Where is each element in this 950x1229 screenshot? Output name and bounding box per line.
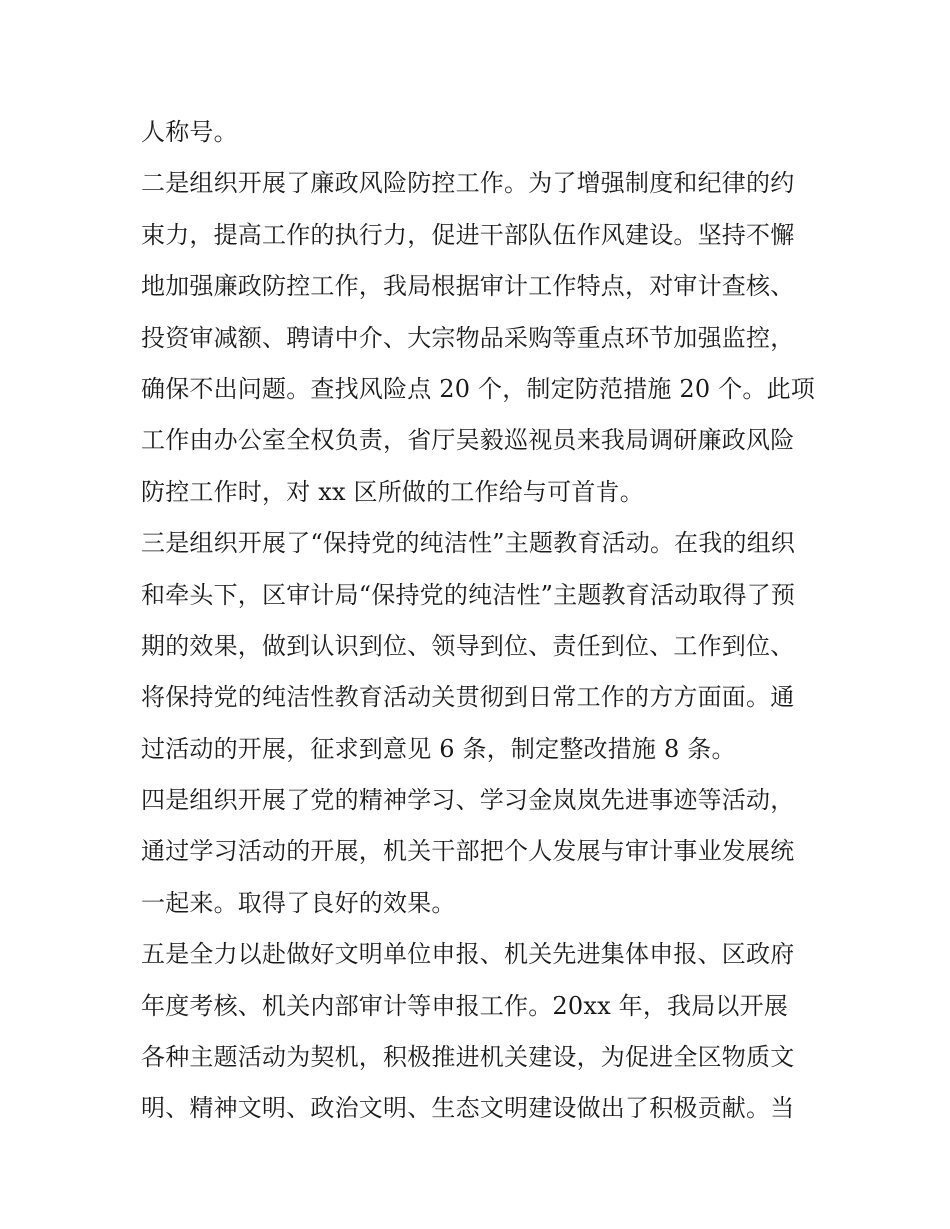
text-line-10: 和牵头下，区审计局“保持党的纯洁性”主题教育活动取得了预	[141, 580, 796, 609]
text-line-17: 五是全力以赴做好文明单位申报、机关先进集体申报、区政府	[141, 940, 795, 969]
text-line-9: 三是组织开展了“保持党的纯洁性”主题教育活动。在我的组织	[141, 529, 796, 558]
text-line-20: 明、精神文明、政治文明、生态文明建设做出了积极贡献。当	[141, 1094, 795, 1123]
text-line-3: 束力，提高工作的执行力，促进干部队伍作风建设。坚持不懈	[141, 220, 795, 249]
text-line-6: 确保不出问题。查找风险点 20 个，制定防范措施 20 个。此项	[141, 374, 815, 403]
document-body	[141, 107, 813, 1135]
text-line-14: 四是组织开展了党的精神学习、学习金岚岚先进事迹等活动，	[141, 786, 795, 815]
text-line-16: 一起来。取得了良好的效果。	[141, 888, 456, 917]
text-line-7: 工作由办公室全权负责，省厅吴毅巡视员来我局调研廉政风险	[141, 426, 795, 455]
text-line-13: 过活动的开展，征求到意见 6 条，制定整改措施 8 条。	[141, 734, 736, 763]
text-line-18: 年度考核、机关内部审计等申报工作。20xx 年，我局以开展	[141, 991, 789, 1020]
text-line-12: 将保持党的纯洁性教育活动关贯彻到日常工作的方方面面。通	[141, 683, 795, 712]
text-line-15: 通过学习活动的开展，机关干部把个人发展与审计事业发展统	[141, 837, 795, 866]
text-line-4: 地加强廉政防控工作，我局根据审计工作特点，对审计查核、	[141, 272, 795, 301]
text-line-11: 期的效果，做到认识到位、领导到位、责任到位、工作到位、	[141, 631, 795, 660]
text-line-1: 人称号。	[141, 118, 238, 146]
text-line-5: 投资审减额、聘请中介、大宗物品采购等重点环节加强监控，	[141, 323, 795, 352]
text-line-2: 二是组织开展了廉政风险防控工作。为了增强制度和纪律的约	[141, 169, 795, 198]
text-line-8: 防控工作时，对 xx 区所做的工作给与可首肯。	[141, 477, 644, 506]
text-line-19: 各种主题活动为契机，积极推进机关建设，为促进全区物质文	[141, 1043, 795, 1072]
